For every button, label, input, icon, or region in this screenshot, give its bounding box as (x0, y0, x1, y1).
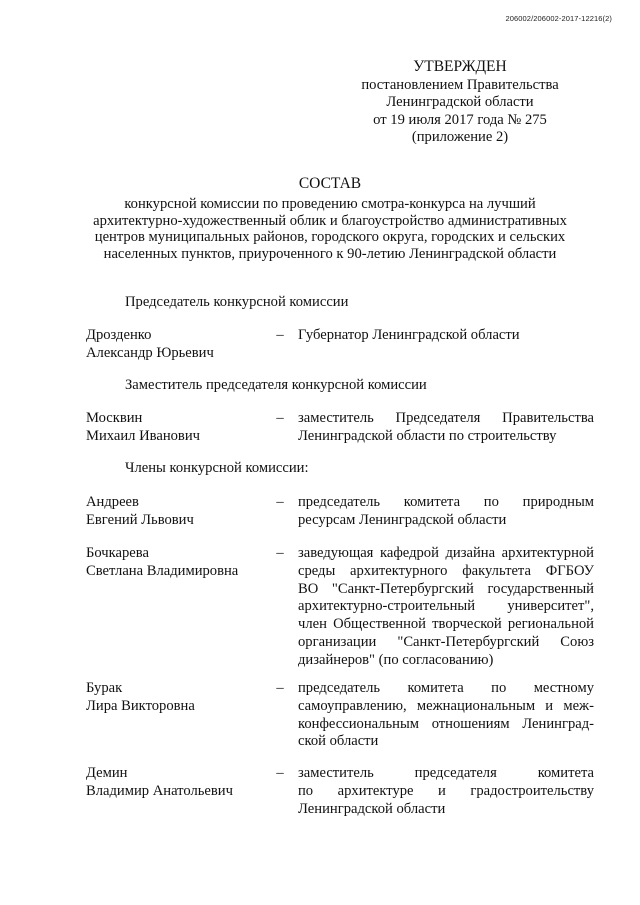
approval-block (330, 58, 590, 147)
member-name: Бочкарева Светлана Владимировна (86, 545, 239, 579)
member-name: Андреев Евгений Львович (86, 494, 194, 528)
heading-line: населенных пунктов, приуроченного к 90-летию Ленинградской области (103, 246, 557, 263)
approval-date: от 19 июля 2017 года № 275 (373, 111, 547, 128)
approval-title: УТВЕРЖДЕН (413, 58, 507, 75)
member-entry (86, 494, 596, 534)
approval-line: Ленинградской области (386, 94, 534, 111)
document-heading (60, 176, 600, 263)
member-name: Бурак Лира Викторовна (86, 680, 195, 714)
member-name: Демин Владимир Анатольевич (86, 765, 233, 799)
member-entry (86, 680, 596, 755)
dash: – (276, 327, 284, 343)
member-role: заместитель Председателя Правительства Ленинградской области по строительству (298, 410, 594, 444)
section-members: Члены конкурсной комиссии: (125, 460, 309, 476)
member-entry (86, 765, 596, 823)
approval-line: постановлением Правительства (361, 76, 559, 93)
heading-line: конкурсной комиссии по проведению смотра-конкурса на лучший (124, 195, 536, 212)
member-role: заведующая кафедрой дизайна архитектурной среды архитектурного факультета ФГБОУ ВО "Санкт-Петербургский государственный архитектурно-строительный университет", член Общественной творческой региональной организации "Санкт-Петербургский Союз дизайнеров" (по согласованию) (298, 545, 594, 668)
member-role: Губернатор Ленинградской области (298, 327, 520, 343)
approval-appendix: (приложение 2) (411, 129, 509, 146)
dash: – (276, 680, 284, 696)
heading-line: архитектурно-художественный облик и благоустройство административных (93, 212, 567, 229)
member-name: Москвин Михаил Иванович (86, 410, 200, 444)
heading-line: центров муниципальных районов, городского округа, городских и сельских (94, 229, 566, 246)
dash: – (276, 494, 284, 510)
member-entry (86, 545, 596, 675)
heading-title: СОСТАВ (298, 175, 362, 192)
section-deputy: Заместитель председателя конкурсной комиссии (125, 377, 427, 393)
member-role: председатель комитета по природным ресурсам Ленинградской области (298, 494, 594, 528)
document-number: 206002/206002-2017-12216(2) (505, 14, 612, 23)
dash: – (276, 765, 284, 781)
member-name: Дрозденко Александр Юрьевич (86, 327, 214, 361)
member-entry (86, 327, 596, 367)
member-entry (86, 410, 596, 450)
member-role: заместитель председателя комитета по архитектуре и градостроительству Ленинградской области (298, 765, 594, 817)
dash: – (276, 545, 284, 561)
section-chair: Председатель конкурсной комиссии (125, 294, 349, 310)
dash: – (276, 410, 284, 426)
member-role: председатель комитета по местному самоуправлению, межнациональным и меж- конфессиональным отношениям Ленинград- ской области (298, 680, 594, 750)
